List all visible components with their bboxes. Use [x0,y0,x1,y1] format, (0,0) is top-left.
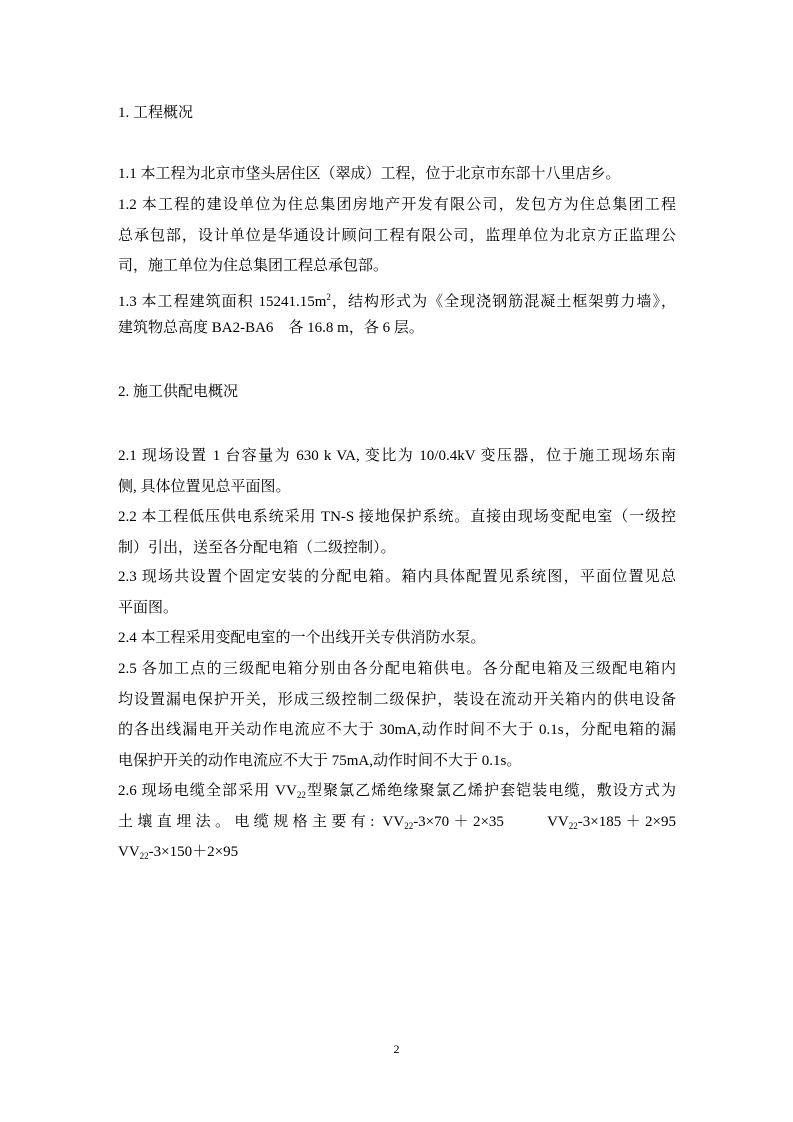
paragraph-line [118,658,676,680]
text-run: -3×150＋2×95 [148,844,239,860]
paragraph-line [118,194,676,216]
text-run: -3×185＋2×95 [577,813,676,830]
page-number: 2 [393,1042,400,1056]
paragraph-line [118,597,676,619]
text-run: 1.2 本工程的建设单位为住总集团房地产开发有限公司，发包方为住总集团工程 [118,197,676,213]
text-run: 2.6 现场电缆全部采用 VV [118,783,297,799]
paragraph-line [118,225,676,247]
superscript: 2 [326,292,331,302]
paragraph-line [118,841,676,863]
paragraph-line [118,163,676,185]
paragraph-line [118,286,676,308]
paragraph-line [118,719,676,741]
paragraph-line [118,537,676,559]
text-run: 2.5 各加工点的三级配电箱分别由各分配电箱供电。各分配电箱及三级配电箱内 [118,661,676,677]
paragraph-line [118,689,676,711]
paragraph-line [118,445,676,467]
text-run: 2.4 本工程采用变配电室的一个出线开关专供消防水泵。 [118,630,486,646]
text-run: 1.3 本工程建筑面积 15241.15m [118,294,327,310]
paragraph-line [118,780,676,802]
subscript: 22 [296,790,306,800]
paragraph-line [118,506,676,528]
text-run: 土壤直埋法。电缆规格主要有: VV [118,813,405,830]
text-run: ，结构形式为《全现浇钢筋混凝土框架剪力墙》， [330,294,676,310]
text-run: 2.3 现场共设置个固定安装的分配电箱。箱内具体配置见系统图，平面位置见总 [118,569,676,585]
text-run: 侧, 具体位置见总平面图。 [118,478,291,495]
text-run: 2.1 现场设置 1 台容量为 630 k VA, 变比为 10/0.4kV 变压器，位于施工现场东南 [118,448,676,464]
text-run: 均设置漏电保护开关，形成三级控制二级保护，装设在流动开关箱内的供电设备 [118,691,676,708]
text-run: 型聚氯乙烯绝缘聚氯乙烯护套铠装电缆，敷设方式为 [305,783,676,799]
paragraph-line [118,476,676,498]
text-run: 的各出线漏电开关动作电流应不大于 30mA,动作时间不大于 0.1s，分配电箱的漏 [118,722,676,738]
text-run: 电保护开关的动作电流应不大于 75mA,动作时间不大于 0.1s。 [118,752,522,769]
text-run: VV [118,844,140,860]
section-heading: 1. 工程概况 [118,105,194,121]
paragraph-line [118,255,676,277]
paragraph-line [118,750,676,772]
text-run: 司，施工单位为住总集团工程总承包部。 [118,258,389,274]
paragraph-line [118,566,676,588]
paragraph-line [118,627,676,649]
text-run: 1.1 本工程为北京市垡头居住区（翠成）工程，位于北京市东部十八里店乡。 [118,166,621,182]
paragraph-line [118,317,676,339]
text-run: 建筑物总高度 BA2-BA6 各 16.8 m，各 6 层。 [118,319,424,336]
subscript: 22 [404,820,414,831]
subscript: 22 [568,820,578,831]
text-run: -3×70＋2×35 VV [413,813,569,830]
text-run: 平面图。 [118,599,179,616]
text-run: 总承包部，设计单位是华通设计顾问工程有限公司，监理单位为北京方正监理公 [118,227,676,244]
section-heading: 2. 施工供配电概况 [118,384,239,400]
text-run: 2.2 本工程低压供电系统采用 TN-S 接地保护系统。直接由现场变配电室（一级控 [118,509,676,525]
paragraph-line [118,811,676,833]
text-run: 制）引出，送至各分配电箱（二级控制）。 [118,539,396,556]
subscript: 22 [139,851,149,861]
